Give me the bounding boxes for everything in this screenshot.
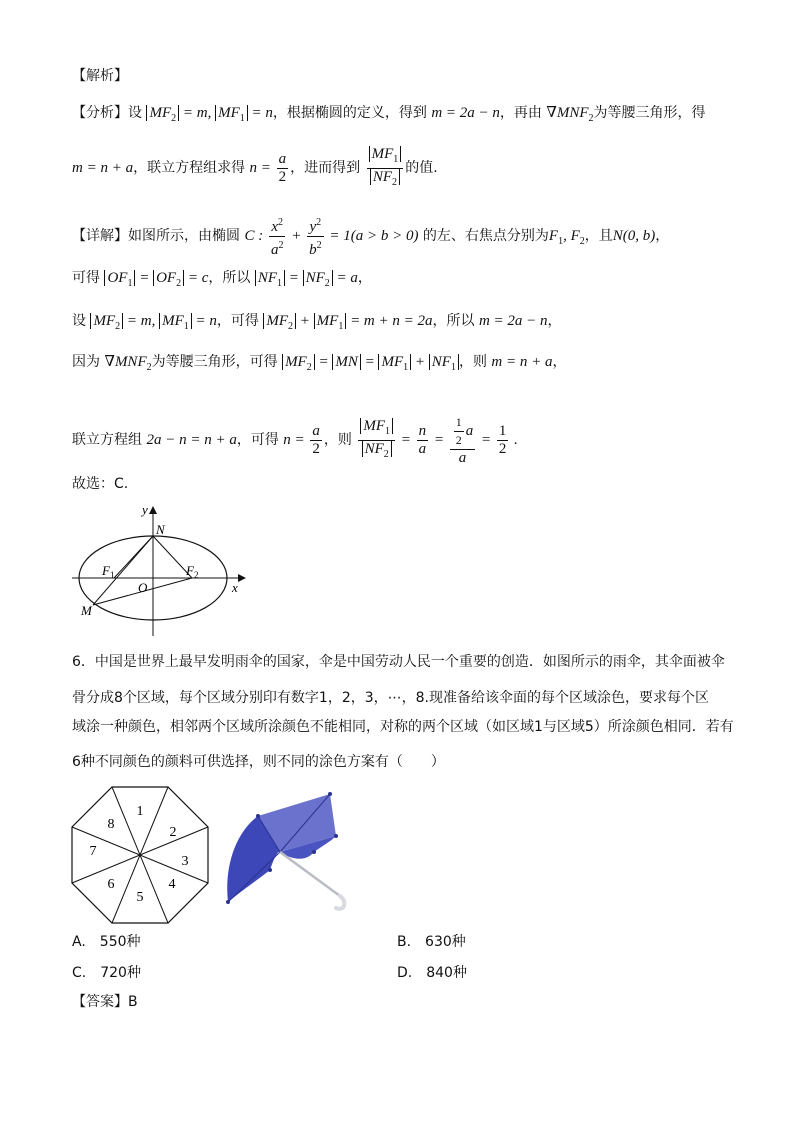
answer-tag: 【答案】 (72, 994, 128, 1010)
label-f1: $F_1$ (102, 563, 115, 580)
analysis-tag: 【分析】 (72, 105, 128, 121)
option-b[interactable]: B. 630种 (397, 934, 466, 950)
question-6-line-2: 骨分成8个区域，每个区域分别印有数字1，2，3，⋯，8.现准备给该伞面的每个区域涂色，要求每个区 (72, 690, 709, 706)
detail-line-5: 联立方程组 2a − n = n + a，可得 n = $\frac{a}{2}$ ，则 $\frac{MF_1}{NF_2}$ = $\frac{n}{a}$ = $\frac{1}{2}$ a a = $\frac{1}{2}$ . (72, 415, 518, 466)
formula-result: $\frac{MF_1}{NF_2}$ = $\frac{n}{a}$ = $\frac{1}{2}$ a a = $\frac{1}{2}$ . (356, 432, 518, 448)
option-a[interactable]: A. 550种 (72, 934, 141, 950)
formula-ellipse: C : $\frac{x^2}{a^2}$ + $\frac{y^2}{b^2}$ = 1(a > b > 0) (244, 228, 418, 244)
label-f2: $F_2$ (186, 563, 199, 580)
region-label-3: 3 (181, 854, 189, 869)
analysis-line-2: m = n + a，联立方程组求得 n = $\frac{a}{2}$ ，进而得到 $\frac{MF_1}{NF_2}$ 的值. (72, 146, 438, 188)
umbrella-tip (312, 850, 316, 854)
formula-ratio: $\frac{MF_1}{NF_2}$ (365, 160, 406, 176)
formula-point-n: N(0, b) (612, 227, 656, 244)
octagon-figure (70, 785, 210, 925)
formula-m: m = 2a − n (431, 105, 500, 121)
option-c[interactable]: C. 720种 (72, 965, 141, 981)
formula-sum: $MF_2 + MF_1 = m + n = 2a$ (263, 313, 432, 329)
detail-line-2: 可得 $OF_1 = OF_2 = c$，所以 $NF_1 = NF_2 = a$， (72, 270, 372, 289)
umbrella-tip (328, 792, 332, 796)
answer-value: B (128, 994, 138, 1010)
answer-line (72, 992, 138, 1012)
formula-system: 2a − n = n + a (146, 431, 237, 448)
formula-mn: $MF_2 = m$, $MF_1 = n$ (146, 105, 272, 121)
formula-m2: m = n + a (72, 159, 134, 176)
formula-n: n = $\frac{a}{2}$ (249, 151, 287, 185)
formula-foci: $F_1$, $F_2$ (548, 227, 585, 247)
formula-m3: m = 2a − n (478, 313, 548, 329)
umbrella-tip (268, 868, 272, 872)
formula-m4: m = n + a (491, 354, 553, 370)
region-label-6: 6 (107, 877, 115, 892)
label-o: O (138, 580, 148, 595)
umbrella-tip (256, 814, 260, 818)
umbrella-image (218, 788, 358, 913)
question-6-line-3: 域涂一种颜色，相邻两个区域所涂颜色不能相同，对称的两个区域（如区域1与区域5）所涂颜色相同．若有 (72, 719, 734, 735)
conclusion: 故选：C. (72, 476, 129, 492)
region-label-1: 1 (136, 804, 144, 819)
region-label-5: 5 (136, 890, 144, 905)
question-6-line-1: 6．中国是世界上最早发明雨伞的国家，伞是中国劳动人民一个重要的创造．如图所示的雨伞，其伞面被伞 (72, 654, 725, 670)
detail-tag: 【详解】 (72, 227, 128, 244)
formula-mn-def: $MF_2 = m$, $MF_1 = n$ (90, 313, 216, 329)
detail-line-1: 【详解】如图所示，由椭圆 C : $\frac{x^2}{a^2}$ + $\frac{y^2}{b^2}$ = 1(a > b > 0) 的左、右焦点分别为$F_1$, $F_2$，且N(0, b)， (72, 214, 669, 259)
region-label-4: 4 (168, 877, 176, 892)
region-label-8: 8 (107, 817, 115, 832)
analysis-line-1: 【分析】设 $MF_2 = m$, $MF_1 = n$，根据椭圆的定义，得到 m = 2a − n，再由 $\nabla MNF_2$为等腰三角形，得 (72, 105, 706, 124)
region-label-7: 7 (89, 844, 97, 859)
umbrella-tip (226, 900, 230, 904)
detail-line-3: 设 $MF_2 = m$, $MF_1 = n$，可得 $MF_2 + MF_1 = m + n = 2a$，所以 m = 2a − n， (72, 313, 562, 332)
label-y: y (142, 502, 148, 517)
formula-nf: $NF_1 = NF_2 = a$ (255, 270, 358, 286)
section-heading-jiexi: 【解析】 (72, 68, 128, 84)
x-axis-arrow (238, 574, 246, 582)
formula-tri2: $\nabla MNF_2$ (104, 354, 152, 373)
formula-tri: $\nabla MNF_2$ (546, 105, 594, 124)
label-x: x (232, 580, 238, 595)
option-d[interactable]: D. 840种 (397, 965, 467, 981)
y-axis-arrow (149, 506, 157, 514)
formula-n2: n = $\frac{a}{2}$ (283, 423, 320, 457)
region-label-2: 2 (169, 825, 177, 840)
umbrella-handle (336, 896, 344, 909)
umbrella-tip (334, 834, 338, 838)
label-m: M (81, 603, 92, 618)
formula-iso: $MF_2$ = MN = $MF_1 + NF_1$ (282, 354, 459, 370)
question-6-line-4: 6种不同颜色的颜料可供选择，则不同的涂色方案有（ ） (72, 754, 445, 770)
label-n: N (156, 522, 165, 537)
formula-of: $OF_1 = OF_2 = c$ (104, 270, 208, 286)
umbrella-shaft (280, 852, 340, 896)
detail-line-4: 因为 $\nabla MNF_2$为等腰三角形，可得 $MF_2$ = MN = $MF_1 + NF_1$ ，则 m = n + a， (72, 354, 567, 373)
ellipse-figure (70, 500, 255, 640)
